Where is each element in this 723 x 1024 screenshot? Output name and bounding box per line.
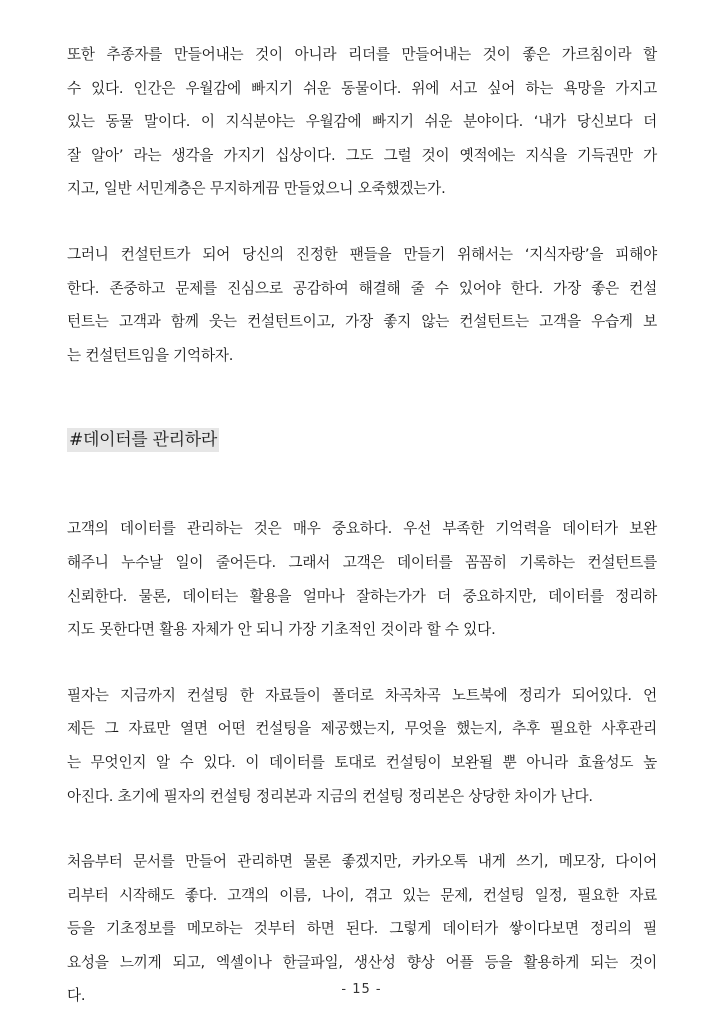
text-line: 리부터 시작해도 좋다. 고객의 이름, 나이, 겪고 있는 문제, 컨설팅 일정, 필요한 자료 [67,886,657,904]
section-heading: #데이터를 관리하라 [69,430,218,451]
text-line: 제든 그 자료만 열면 어떤 컨설팅을 제공했는지, 무엇을 했는지, 추후 필요한 사후관리 [67,720,657,738]
paragraph-teaching [67,38,657,206]
text-line: 있는 동물 말이다. 이 지식분야는 우월감에 빠지기 쉬운 분야이다. ‘내가 당신보다 더 [67,113,657,131]
text-line: 등을 기초정보를 메모하는 것부터 하면 된다. 그렇게 데이터가 쌓이다보면 정리의 필 [67,920,657,938]
text-line: 잘 알아’ 라는 생각을 가지기 십상이다. 그도 그럴 것이 옛적에는 지식을 기득권만 가 [67,146,657,164]
text-line: 다. [67,987,86,1005]
text-line: 아진다. 초기에 필자의 컨설팅 정리본과 지금의 컨설팅 정리본은 상당한 차이가 난다. [67,787,593,805]
text-line: 한다. 존중하고 문제를 진심으로 공감하여 해결해 줄 수 있어야 한다. 가장 좋은 컨설 [67,279,657,297]
text-line: 신뢰한다. 물론, 데이터는 활용을 얼마나 잘하는가가 더 중요하지만, 데이터를 정리하 [67,587,657,605]
text-line: 지도 못한다면 활용 자체가 안 되니 가장 기초적인 것이라 할 수 있다. [67,621,496,639]
document-page [67,38,657,1013]
text-line: 고객의 데이터를 관리하는 것은 매우 중요하다. 우선 부족한 기억력을 데이터가 보완 [67,520,657,538]
text-line: 요성을 느끼게 되고, 엑셀이나 한글파일, 생산성 향상 어플 등을 활용하게 되는 것이 [67,953,657,971]
text-line: 필자는 지금까지 컨설팅 한 자료들이 폴더로 차곡차곡 노트북에 정리가 되어있다. 언 [67,686,657,704]
text-line: 는 컨설턴트임을 기억하자. [67,346,234,364]
text-line: 처음부터 문서를 만들어 관리하면 물론 좋겠지만, 카카오톡 내게 쓰기, 메모장, 다이어 [67,853,657,871]
text-line: 턴트는 고객과 함께 웃는 컨설턴트이고, 가장 좋지 않는 컨설턴트는 고객을 우습게 보 [67,313,657,331]
text-line: 또한 추종자를 만들어내는 것이 아니라 리더를 만들어내는 것이 좋은 가르침이라 할 [67,46,657,63]
paragraph-data-importance [67,512,657,646]
text-line: 수 있다. 인간은 우월감에 빠지기 쉬운 동물이다. 위에 서고 싶어 하는 욕망을 가지고 [67,79,657,97]
text-line: 는 무엇인지 알 수 있다. 이 데이터를 토대로 컨설팅이 보완될 뿐 아니라 효율성도 높 [67,753,657,771]
text-line: 그러니 컨설턴트가 되어 당신의 진정한 팬들을 만들기 위해서는 ‘지식자랑’을 피해야 [67,245,657,263]
page-number: - 15 - [341,982,382,997]
paragraph-consultant-fans [67,238,657,372]
text-line: 해주니 누수날 일이 줄어든다. 그래서 고객은 데이터를 꼼꼼히 기록하는 컨설턴트를 [67,553,657,571]
text-line: 지고, 일반 서민계층은 무지하게끔 만들었으니 오죽했겠는가. [67,180,446,198]
paragraph-author-folders [67,679,657,813]
